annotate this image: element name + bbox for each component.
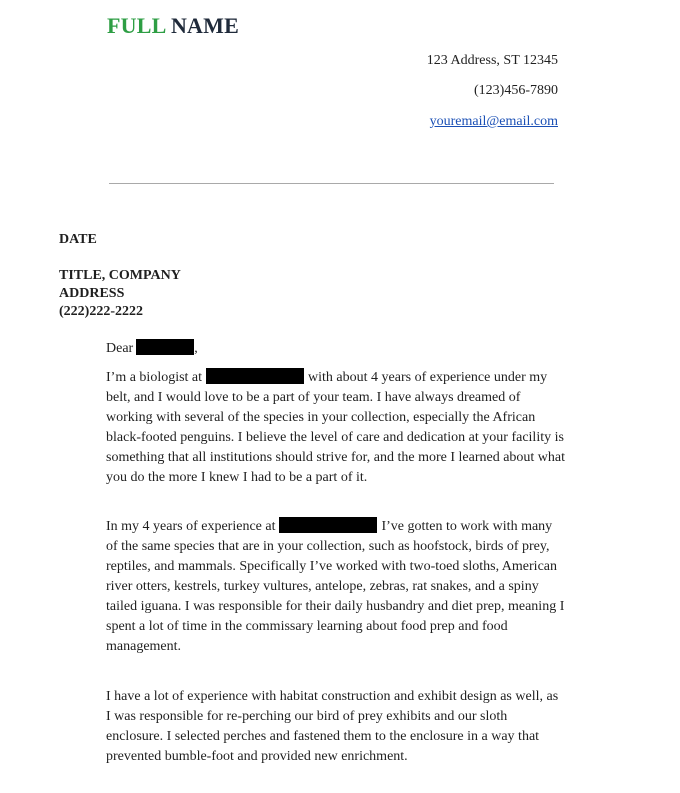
sender-address: 123 Address, ST 12345	[426, 53, 558, 68]
salutation	[106, 339, 566, 359]
date-label: DATE	[59, 232, 97, 247]
name-first: FULL	[107, 13, 166, 38]
p1-text-start: I’m a biologist at	[106, 370, 203, 385]
paragraph-3	[106, 687, 566, 767]
salutation-text: Dear	[106, 341, 134, 356]
full-name-heading	[107, 13, 239, 39]
p2-text-rest: I’ve gotten to work with many of the same species that are in your collection, such as hoofstock, birds of prey, reptiles, and mammals. Specifically I’ve worked with two-toed sloths, American river otters, kestrels, turkey vultures, antelope, zebras, rat snakes, and a spiny tailed iguana. I was responsible for their daily husbandry and diet prep, meaning I spent a lot of time in the commissary learning about food prep and food management.	[106, 519, 565, 654]
recipient-title-company: TITLE, COMPANY	[59, 268, 181, 283]
recipient-phone: (222)222-2222	[59, 304, 143, 319]
paragraph-1	[106, 368, 566, 488]
redaction-block	[136, 339, 194, 355]
salutation-comma: ,	[194, 341, 198, 356]
redaction-block	[279, 517, 377, 533]
p3-text: I have a lot of experience with habitat construction and exhibit design as well, as I was responsible for re-perching our bird of prey exhibits and our sloth enclosure. I selected perches and fastened them to the enclosure in a way that prevented bumble-foot and provided new enrichment.	[106, 689, 559, 764]
name-last: NAME	[170, 13, 239, 38]
sender-phone: (123)456-7890	[474, 83, 558, 98]
header-divider	[109, 183, 554, 184]
paragraph-2	[106, 517, 566, 657]
redaction-block	[206, 368, 304, 384]
sender-email-link[interactable]: youremail@email.com	[429, 114, 558, 129]
p2-text-start: In my 4 years of experience at	[106, 519, 276, 534]
p1-text-rest: with about 4 years of experience under my belt, and I would love to be a part of your team. I have always dreamed of working with several of the species in your collection, especially the African black-footed penguins. I believe the level of care and dedication at your facility is something that all institutions should strive for, and the more I learned about what you do the more I knew I had to be a part of it.	[106, 370, 566, 485]
recipient-address: ADDRESS	[59, 286, 125, 301]
